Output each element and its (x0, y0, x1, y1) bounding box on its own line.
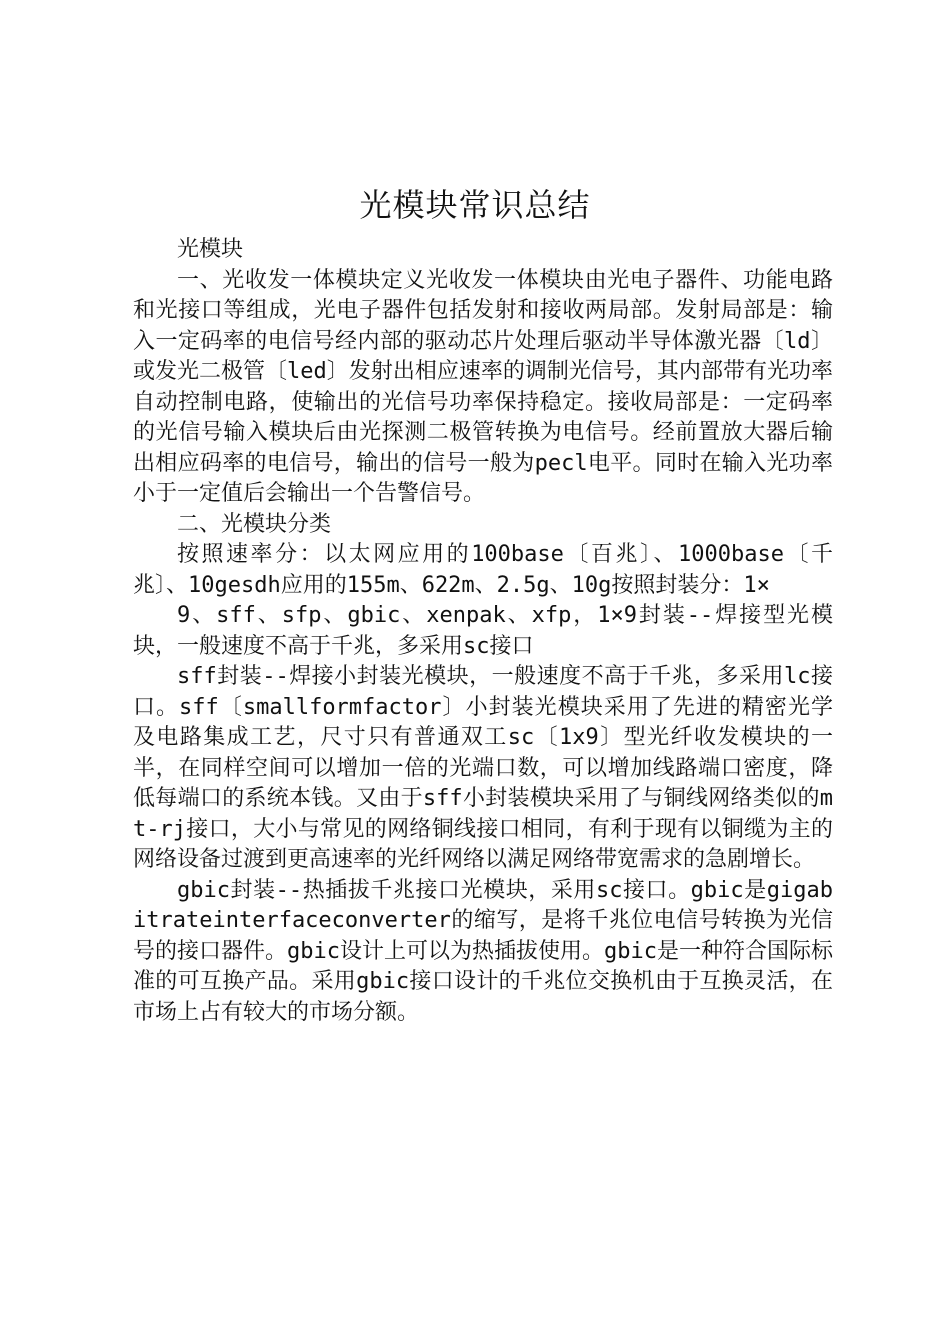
paragraph-gbic: gbic封装--热插拔千兆接口光模块，采用sc接口。gbic是gigabitrateinterfaceconverter的缩写，是将千兆位电信号转换为光信号的接口器件。gbic设计上可以为热插拔使用。gbic是一种符合国际标准的可互换产品。采用gbic接口设计的千兆位交换机由于互换灵活，在市场上占有较大的市场分额。 (133, 877, 833, 1025)
document-body (133, 235, 833, 1028)
document-title: 光模块常识总结 (359, 186, 591, 224)
paragraph-rate-classification: 按照速率分：以太网应用的100base〔百兆〕、1000base〔千兆〕、10gesdh应用的155m、622m、2.5g、10g按照封装分：1× (133, 542, 833, 598)
paragraph-definition: 一、光收发一体模块定义光收发一体模块由光电子器件、功能电路和光接口等组成，光电子器件包括发射和接收两局部。发射局部是：输入一定码率的电信号经内部的驱动芯片处理后驱动半导体激光器〔ld〕或发光二极管〔led〕发射出相应速率的调制光信号，其内部带有光功率自动控制电路，使输出的光信号功率保持稳定。接收局部是：一定码率的光信号输入模块后由光探测二极管转换为电信号。经前置放大器后输出相应码率的电信号，输出的信号一般为pecl电平。同时在输入光功率小于一定值后会输出一个告警信号。 (133, 267, 833, 506)
paragraph-package-1x9: 9、sff、sfp、gbic、xenpak、xfp，1×9封装--焊接型光模块，一般速度不高于千兆，多采用sc接口 (133, 603, 833, 659)
paragraph-classification-heading: 二、光模块分类 (177, 511, 332, 537)
paragraph-sff: sff封装--焊接小封装光模块，一般速度不高于千兆，多采用lc接口。sff〔smallformfactor〕小封装光模块采用了先进的精密光学及电路集成工艺，尺寸只有普通双工sc〔1x9〕型光纤收发模块的一半，在同样空间可以增加一倍的光端口数，可以增加线路端口密度，降低每端口的系统本钱。又由于sff小封装模块采用了与铜线网络类似的mt-rj接口，大小与常见的网络铜线接口相同，有利于现有以铜缆为主的网络设备过渡到更高速率的光纤网络以满足网络带宽需求的急剧增长。 (133, 664, 833, 872)
paragraph-heading-module: 光模块 (177, 237, 244, 262)
